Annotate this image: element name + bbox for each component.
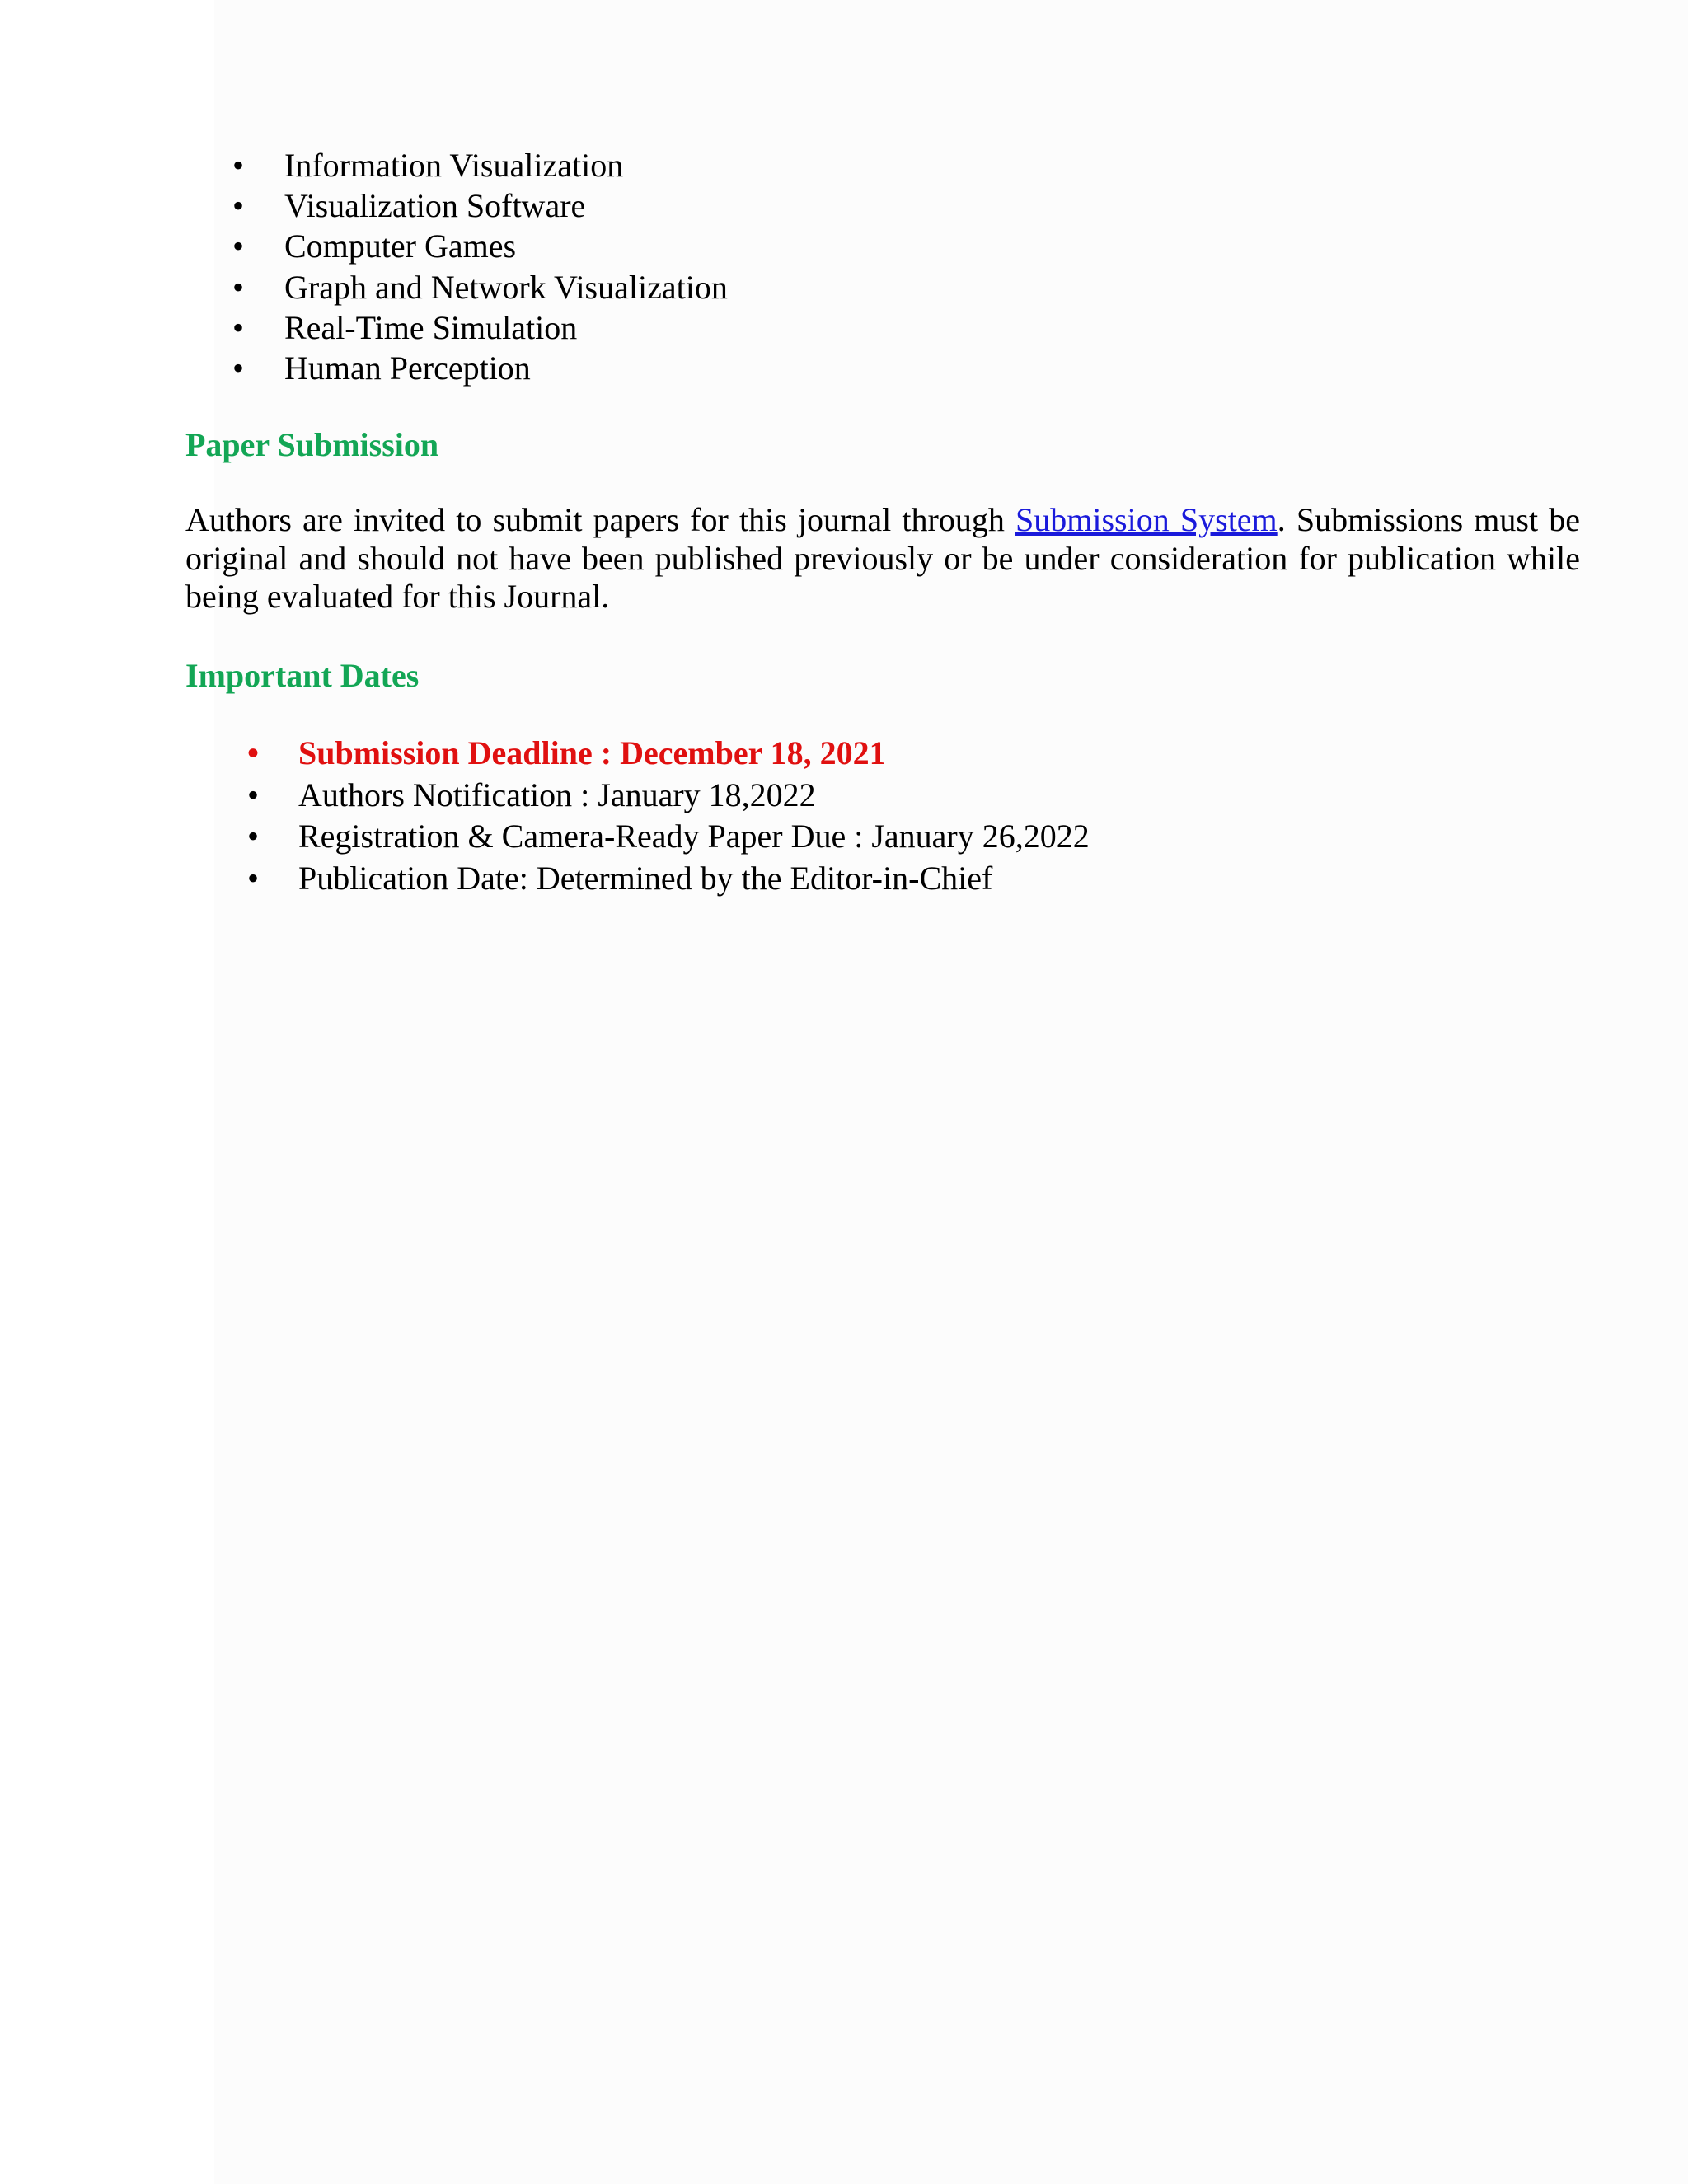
bullet-icon: • [247,776,260,813]
bullet-icon: • [247,818,260,855]
date-item-label: Publication Date: Determined by the Editor-in-Chief [298,860,993,898]
submission-system-link[interactable]: Submission System [1015,501,1278,538]
important-dates-heading: Important Dates [185,657,420,694]
date-item-label: Authors Notification : January 18,2022 [298,776,816,813]
bullet-icon: • [232,349,245,387]
topic-label: Information Visualization [284,147,624,184]
submission-paragraph [185,501,1580,616]
paper-submission-heading: Paper Submission [185,426,439,463]
submission-text-before-link: Authors are invited to submit papers for this journal through [185,501,1015,538]
submission-text-after-link: . Submissions must be original and should not have been published previously or be under consideration for publication while being evaluated for this Journal. [185,501,1581,615]
bullet-icon: • [232,227,245,265]
bullet-icon: • [232,308,245,346]
topic-label: Human Perception [284,349,531,387]
date-item-label: Submission Deadline : December 18, 2021 [298,734,886,771]
topic-label: Real-Time Simulation [284,308,578,346]
bullet-icon: • [247,734,260,771]
topic-label: Computer Games [284,227,517,265]
topic-label: Graph and Network Visualization [284,268,728,306]
date-item-label: Registration & Camera-Ready Paper Due : January 26,2022 [298,818,1090,855]
topic-label: Visualization Software [284,187,586,225]
bullet-icon: • [232,268,245,306]
bullet-icon: • [232,147,245,184]
bullet-icon: • [247,860,260,898]
bullet-icon: • [232,187,245,225]
